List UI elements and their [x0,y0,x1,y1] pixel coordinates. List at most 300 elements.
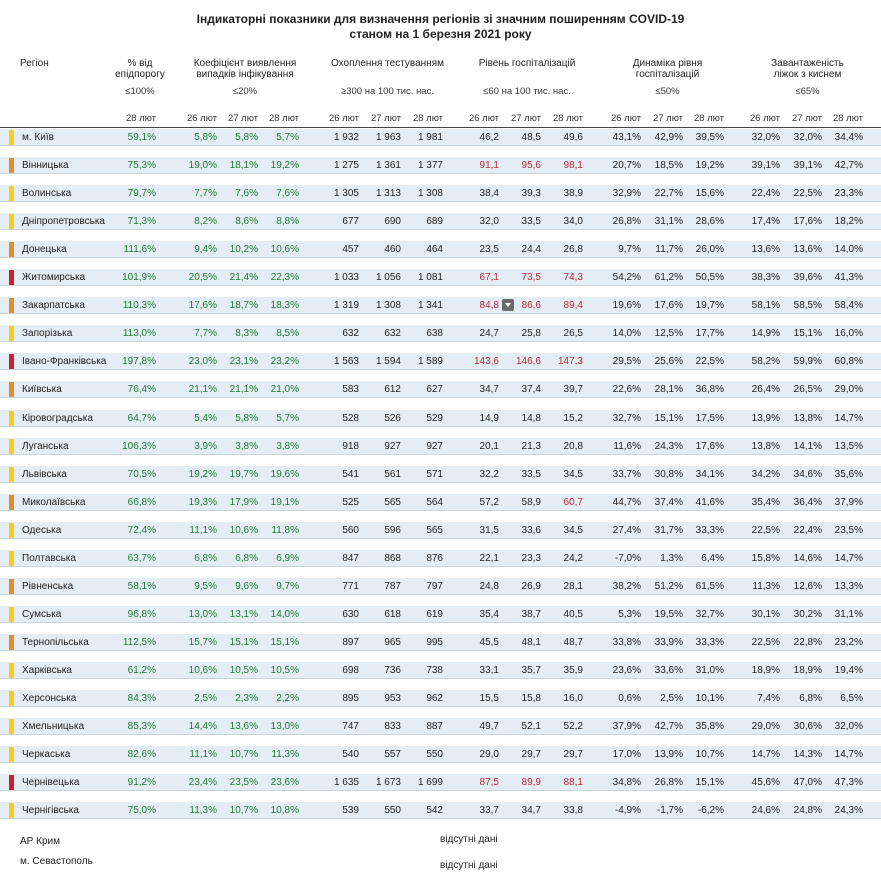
cell-pct: 75,0% [127,805,156,817]
cell-coef: 21,1% [229,384,258,396]
cell-test: 927 [426,440,443,452]
date-test-26: 26 лют [328,113,359,124]
region-name: Київська [22,384,62,396]
table-row [0,658,881,686]
cell-test: 627 [426,384,443,396]
header-coef-line2: випадків інфікування [196,69,294,80]
cell-hosp: 31,5 [479,524,499,536]
cell-oxy: 35,6% [834,468,863,480]
cell-oxy: 22,5% [793,188,822,200]
cell-hosp: 35,4 [479,608,499,620]
cell-hosp: 24,2 [563,552,583,564]
cell-hosp: 38,7 [521,608,541,620]
table-row [0,153,881,181]
cell-dyn: 36,8% [695,384,724,396]
cell-test: 1 081 [417,272,443,284]
cell-hosp: 22,1 [479,552,499,564]
cell-oxy: 39,1% [751,160,780,172]
cell-coef: 19,1% [270,496,299,508]
cell-coef: 17,9% [229,496,258,508]
cell-test: 876 [426,552,443,564]
cell-hosp: 74,3 [563,272,583,284]
cell-hosp: 15,8 [521,693,541,704]
cell-oxy: 18,9% [751,664,780,676]
cell-dyn: 51,2% [654,580,683,592]
cell-hosp: 16,0 [563,693,583,704]
cell-oxy: 26,5% [793,384,822,396]
cell-hosp: 14,9 [479,412,499,424]
cell-test: 464 [426,244,443,256]
status-marker [9,214,14,229]
status-marker [9,270,14,285]
cell-pct: 85,3% [127,721,156,733]
header-coef [180,58,310,80]
cell-pct: 71,3% [127,216,156,228]
cell-hosp: 39,3 [521,188,541,200]
table-row [0,518,881,546]
cell-hosp: 33,5 [521,468,541,480]
chevron-down-icon[interactable] [502,299,514,311]
region-name: Черкаська [22,749,71,761]
status-marker [9,158,14,173]
cell-dyn: 17,7% [695,328,724,340]
cell-hosp: 143,6 [473,356,499,368]
cell-hosp: 38,9 [563,188,583,200]
cell-dyn: 22,5% [695,356,724,368]
page-title: Індикаторні показники для визначення регіонів зі значним поширенням COVID-19 [196,12,685,26]
cell-coef: 7,6% [235,188,258,200]
cell-coef: 9,6% [235,580,258,592]
cell-coef: 21,0% [270,384,299,396]
cell-oxy: 24,3% [834,805,863,817]
cell-test: 995 [426,636,443,648]
header-oxy-line2: ліжок з киснем [773,69,842,80]
cell-dyn: 17,6% [695,440,724,452]
cell-coef: 17,6% [188,300,217,312]
header-dyn [600,58,735,80]
cell-hosp: 29,7 [521,749,541,761]
cell-test: 690 [384,216,401,228]
cell-oxy: 36,4% [793,496,822,508]
status-marker [9,775,14,790]
header-dyn-line2: госпіталізацій [635,69,700,80]
cell-coef: 15,1% [270,636,299,648]
cell-coef: 10,5% [270,664,299,676]
cell-oxy: 14,7% [751,749,780,761]
table-row [0,181,881,209]
cell-dyn: 22,6% [612,384,641,396]
cell-oxy: 13,9% [751,412,780,424]
cell-test: 1 377 [417,160,443,172]
status-marker [9,663,14,678]
status-marker [9,298,14,313]
cell-test: 1 341 [417,300,443,312]
cell-oxy: 13,6% [751,244,780,256]
cell-dyn: 31,1% [654,216,683,228]
cell-oxy: 18,9% [793,664,822,676]
status-marker [9,242,14,257]
cell-oxy: 47,3% [834,777,863,789]
cell-hosp: 89,9 [521,777,541,789]
date-test-28: 28 лют [412,113,443,124]
cell-coef: 5,7% [276,132,299,143]
cell-hosp: 146,6 [515,356,541,368]
table-row [0,602,881,630]
cell-dyn: 10,7% [695,749,724,761]
table-row [0,125,881,153]
status-marker [9,411,14,426]
cell-oxy: 30,2% [793,608,822,620]
region-name: Закарпатська [22,300,85,312]
cell-hosp: 35,9 [563,664,583,676]
cell-hosp: 38,4 [479,188,499,200]
status-marker [9,523,14,538]
cell-test: 583 [342,384,359,396]
table-row [0,798,881,826]
cell-hosp: 24,7 [479,328,499,340]
cell-dyn: 61,2% [654,272,683,284]
cell-dyn: -7,0% [614,552,641,564]
cell-oxy: 13,8% [751,440,780,452]
status-marker [9,130,14,145]
cell-oxy: 58,1% [751,300,780,312]
cell-test: 632 [342,328,359,340]
cell-hosp: 58,9 [521,496,541,508]
cell-dyn: 13,9% [654,749,683,761]
date-dyn-26: 26 лют [610,113,641,124]
cell-hosp: 32,2 [479,468,499,480]
table-row [0,293,881,321]
status-marker [9,186,14,201]
header-pct-line1: % від [127,58,153,69]
cell-oxy: 34,4% [834,132,863,143]
cell-oxy: 23,3% [834,188,863,200]
cell-oxy: 31,1% [834,608,863,620]
cell-coef: 2,3% [235,693,258,704]
cell-coef: 3,8% [235,440,258,452]
status-marker [9,607,14,622]
header-test: Охоплення тестуванням [331,58,444,69]
cell-oxy: 14,6% [793,552,822,564]
table-row [0,490,881,518]
date-hosp-27: 27 лют [510,113,541,124]
cell-test: 787 [384,580,401,592]
cell-test: 618 [384,608,401,620]
cell-test: 542 [426,805,443,817]
cell-dyn: 11,6% [613,440,641,452]
cell-coef: 10,6% [229,524,258,536]
cell-oxy: 7,4% [757,693,780,704]
cell-hosp: 34,7 [479,384,499,396]
cell-coef: 10,6% [188,664,217,676]
cell-dyn: 14,0% [612,328,641,340]
cell-test: 1 563 [333,356,359,368]
cell-hosp: 33,8 [563,805,583,817]
cell-oxy: 22,4% [751,188,780,200]
cell-hosp: 25,8 [521,328,541,340]
cell-hosp: 67,1 [479,272,499,284]
cell-test: 1 635 [333,777,359,789]
cell-test: 630 [342,608,359,620]
table-row [0,630,881,658]
region-name: Харківська [22,664,72,676]
cell-coef: 11,1% [189,749,217,761]
cell-coef: 10,7% [229,749,258,761]
status-marker [9,747,14,762]
cell-coef: 6,8% [194,552,217,564]
cell-oxy: 58,5% [793,300,822,312]
cell-coef: 15,1% [229,636,258,648]
cell-coef: 3,8% [276,440,299,452]
cell-coef: 18,7% [229,300,258,312]
cell-dyn: 17,5% [695,412,724,424]
cell-coef: 20,5% [188,272,217,284]
cell-coef: 19,2% [270,160,299,172]
cell-oxy: 42,7% [834,160,863,172]
cell-pct: 75,3% [127,160,156,172]
cell-hosp: 33,6 [521,524,541,536]
cell-coef: 7,7% [194,188,217,200]
cell-hosp: 86,6 [521,300,541,312]
cell-coef: 21,1% [188,384,217,396]
header-dyn-line1: Динаміка рівня [632,58,703,69]
cell-coef: 18,1% [229,160,258,172]
date-hosp-28: 28 лют [552,113,583,124]
cell-pct: 111,6% [123,244,156,256]
table-row [0,321,881,349]
cell-coef: 13,0% [188,608,217,620]
cell-hosp: 14,8 [521,412,541,424]
cell-hosp: 57,2 [479,496,499,508]
header-region: Регіон [20,58,49,69]
cell-dyn: 33,7% [612,468,641,480]
region-name: Херсонська [22,693,77,704]
cell-oxy: 26,4% [751,384,780,396]
cell-oxy: 22,8% [793,636,822,648]
cell-test: 1 594 [375,356,401,368]
header-test-threshold: ≥300 на 100 тис. нас. [341,86,434,97]
cell-coef: 14,4% [188,721,217,733]
region-name: Донецька [22,244,67,256]
region-name: Сумська [22,608,62,620]
cell-test: 540 [342,749,359,761]
cell-test: 1 308 [375,300,401,312]
cell-dyn: 5,3% [618,608,641,620]
cell-test: 1 305 [333,188,359,200]
cell-coef: 19,7% [229,468,258,480]
region-name: Рівненська [22,580,74,592]
footer-crimea: АР Крим [20,836,60,847]
cell-test: 677 [342,216,359,228]
cell-coef: 9,5% [194,580,217,592]
cell-hosp: 98,1 [563,160,583,172]
cell-oxy: 30,6% [793,721,822,733]
region-name: Полтавська [22,552,76,564]
cell-oxy: 30,1% [751,608,780,620]
cell-hosp: 35,7 [521,664,541,676]
cell-test: 1 932 [333,132,359,143]
date-coef-27: 27 лют [227,113,258,124]
cell-coef: 22,3% [270,272,299,284]
date-oxy-28: 28 лют [832,113,863,124]
cell-coef: 3,9% [194,440,217,452]
cell-dyn: 28,6% [695,216,724,228]
cell-dyn: 19,7% [695,300,724,312]
cell-oxy: 37,9% [834,496,863,508]
cell-hosp: 48,1 [521,636,541,648]
cell-dyn: 11,7% [655,244,683,256]
status-marker [9,439,14,454]
cell-test: 797 [426,580,443,592]
cell-test: 457 [342,244,359,256]
cell-pct: 84,3% [127,693,156,704]
cell-hosp: 32,0 [479,216,499,228]
date-dyn-27: 27 лют [652,113,683,124]
cell-coef: 6,8% [235,552,258,564]
cell-dyn: 35,8% [695,721,724,733]
cell-dyn: 15,6% [695,188,724,200]
cell-pct: 82,6% [127,749,156,761]
cell-test: 565 [426,524,443,536]
cell-test: 689 [426,216,443,228]
header-dyn-threshold: ≤50% [655,86,680,97]
cell-dyn: 41,6% [695,496,724,508]
cell-test: 927 [384,440,401,452]
cell-dyn: 2,5% [660,693,683,704]
date-coef-26: 26 лют [186,113,217,124]
cell-oxy: 32,0% [793,132,822,143]
date-oxy-26: 26 лют [749,113,780,124]
region-name: Тернопільська [22,636,89,648]
status-marker [9,803,14,818]
cell-coef: 23,5% [229,777,258,789]
cell-dyn: 22,7% [654,188,683,200]
cell-oxy: 39,6% [793,272,822,284]
header-oxy-threshold: ≤65% [795,86,820,97]
footer-no-data-2: відсутні дані [440,860,498,871]
page-subtitle: станом на 1 березня 2021 року [349,27,532,41]
cell-dyn: 24,3% [654,440,683,452]
cell-hosp: 21,3 [521,440,541,452]
cell-hosp: 26,9 [521,580,541,592]
region-name: Хмельницька [22,721,85,733]
cell-coef: 11,8% [271,524,299,536]
status-marker [9,382,14,397]
cell-hosp: 89,4 [563,300,583,312]
cell-test: 560 [342,524,359,536]
region-name: Чернівецька [22,777,80,789]
cell-dyn: 28,1% [654,384,683,396]
cell-pct: 79,7% [127,188,156,200]
cell-test: 596 [384,524,401,536]
date-test-27: 27 лют [370,113,401,124]
cell-oxy: 13,3% [834,580,863,592]
cell-hosp: 46,2 [479,132,499,143]
cell-coef: 6,9% [276,552,299,564]
cell-dyn: 43,1% [612,132,641,143]
footer-no-data-1: відсутні дані [440,834,498,845]
cell-test: 887 [426,721,443,733]
cell-dyn: 32,9% [612,188,641,200]
cell-test: 557 [384,749,401,761]
cell-dyn: 39,5% [695,132,724,143]
status-marker [9,467,14,482]
cell-oxy: 29,0% [834,384,863,396]
cell-hosp: 24,8 [479,580,499,592]
cell-hosp: 48,5 [521,132,541,143]
cell-hosp: 147,3 [557,356,583,368]
cell-test: 953 [384,693,401,704]
status-marker [9,326,14,341]
cell-dyn: 19,5% [654,608,683,620]
cell-hosp: 24,4 [521,244,541,256]
cell-hosp: 33,1 [479,664,499,676]
cell-coef: 15,7% [188,636,217,648]
cell-coef: 23,0% [188,356,217,368]
cell-hosp: 45,5 [479,636,499,648]
table-row [0,574,881,602]
cell-coef: 8,3% [235,328,258,340]
table-row [0,349,881,377]
cell-test: 897 [342,636,359,648]
status-marker [9,551,14,566]
cell-coef: 19,0% [188,160,217,172]
cell-coef: 2,5% [194,693,217,704]
cell-oxy: 38,3% [751,272,780,284]
cell-oxy: 14,7% [834,552,863,564]
cell-hosp: 37,4 [521,384,541,396]
cell-coef: 23,1% [229,356,258,368]
cell-coef: 2,2% [276,693,299,704]
cell-hosp: 39,7 [563,384,583,396]
table-row [0,462,881,490]
header-hosp: Рівень госпіталізацій [478,58,576,69]
cell-pct: 112,5% [122,636,156,648]
cell-coef: 10,5% [229,664,258,676]
cell-oxy: 32,0% [834,721,863,733]
cell-test: 1 275 [333,160,359,172]
cell-dyn: 37,4% [654,496,683,508]
cell-dyn: 17,6% [654,300,683,312]
cell-oxy: 22,5% [751,636,780,648]
table-row [0,377,881,405]
cell-dyn: 6,4% [701,552,724,564]
cell-test: 565 [384,496,401,508]
cell-oxy: 32,0% [751,132,780,143]
header-pct-line2: епідпорогу [115,69,165,80]
cell-test: 571 [426,468,443,480]
cell-oxy: 12,6% [793,580,822,592]
cell-dyn: 30,8% [654,468,683,480]
header-hosp-threshold: ≤60 на 100 тис. нас. [483,86,571,97]
cell-coef: 9,4% [194,244,217,256]
cell-oxy: 22,5% [751,524,780,536]
cell-pct: 96,8% [127,608,156,620]
status-marker [9,719,14,734]
cell-test: 541 [342,468,359,480]
cell-test: 460 [384,244,401,256]
region-name: Луганська [22,440,69,452]
cell-coef: 7,7% [194,328,217,340]
cell-test: 1 981 [417,132,443,143]
cell-oxy: 14,0% [834,244,863,256]
cell-pct: 91,2% [127,777,156,789]
cell-oxy: 19,4% [834,664,863,676]
cell-hosp: 88,1 [563,777,583,789]
cell-oxy: 17,4% [751,216,780,228]
cell-test: 1 699 [417,777,443,789]
cell-oxy: 22,4% [793,524,822,536]
